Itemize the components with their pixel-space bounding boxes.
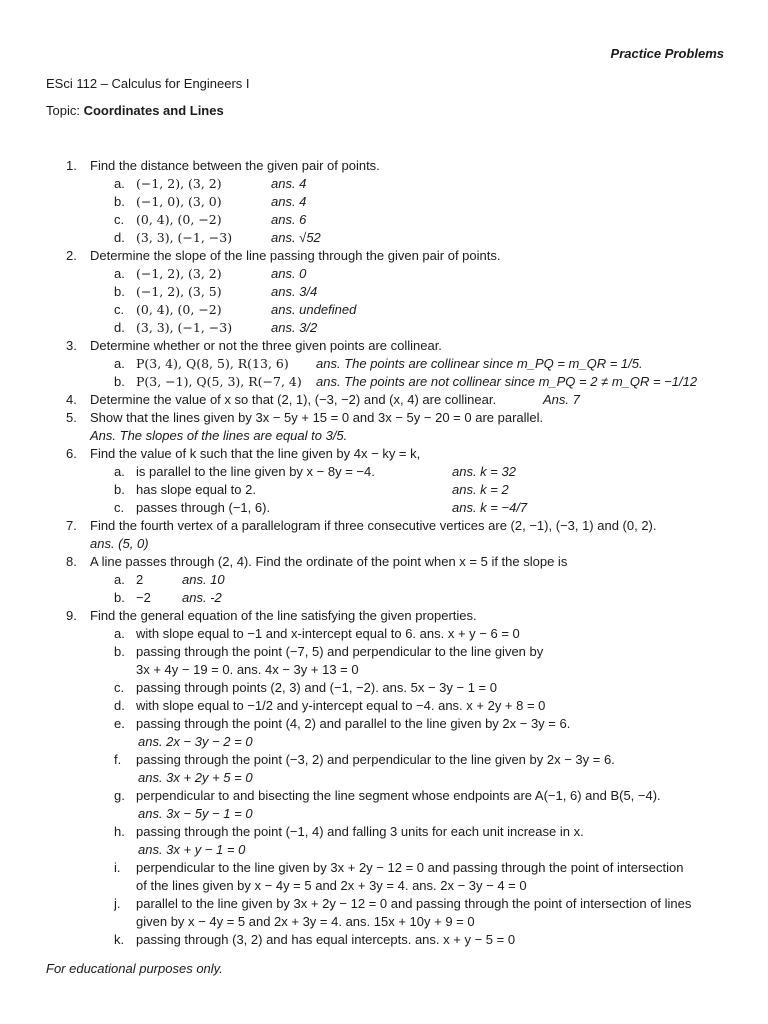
sub-item [46,589,728,607]
sub-item [46,193,728,211]
problem-4 [46,391,728,409]
problem-answer: Ans. 7 [543,392,580,407]
sub-item [46,319,728,337]
sub-text: with slope equal to −1 and x-intercept equal to 6. ans. x + y − 6 = 0 [136,626,520,641]
sub-item [46,265,728,283]
problem-number: 2. [66,248,77,263]
sub-item [46,697,728,715]
sub-answer: ans. 10 [182,572,225,587]
problem-number: 3. [66,338,77,353]
sub-item [46,895,728,913]
sub-letter: i. [114,860,121,875]
sub-question: (3, 3), (−1, −3) [136,230,233,245]
topic-title: Coordinates and Lines [83,103,224,118]
sub-letter: c. [114,680,125,695]
sub-item [46,643,728,661]
sub-item [46,859,728,877]
sub-item [46,355,728,373]
sub-letter: b. [114,374,125,389]
sub-item [46,301,728,319]
sub-letter: b. [114,644,125,659]
sub-text: passing through points (2, 3) and (−1, −2). ans. 5x − 3y − 1 = 0 [136,680,497,695]
sub-question: −2 [136,590,151,605]
sub-answer: ans. undefined [271,302,357,317]
sub-answer: ans. 6 [271,212,307,227]
sub-answer: ans. 3/4 [271,284,318,299]
sub-letter: c. [114,212,125,227]
sub-item [46,823,728,841]
problem-number: 8. [66,554,77,569]
problem-7 [46,517,728,535]
sub-letter: d. [114,230,125,245]
problem-text: Find the fourth vertex of a parallelogram if three consecutive vertices are (2, −1), (−3, 1) and (0, 2). [90,518,657,533]
sub-letter: d. [114,698,125,713]
sub-text: 3x + 4y − 19 = 0. ans. 4x − 3y + 13 = 0 [136,662,359,677]
problem-number: 9. [66,608,77,623]
problem-text: Determine the slope of the line passing through the given pair of points. [90,248,501,263]
problem-answer: Ans. The slopes of the lines are equal to 3/5. [90,428,348,443]
sub-item [46,625,728,643]
sub-answer: ans. k = −4/7 [452,500,528,515]
sub-letter: a. [114,626,125,641]
sub-text: passing through the point (−3, 2) and perpendicular to the line given by 2x − 3y = 6. [136,752,615,767]
sub-text: parallel to the line given by 3x + 2y − 12 = 0 and passing through the point of intersection of lines [136,896,692,911]
problem-3 [46,337,728,355]
sub-question: (−1, 0), (3, 0) [136,194,222,209]
sub-item [46,175,728,193]
problem-number: 5. [66,410,77,425]
problem-6 [46,445,728,463]
sub-item [46,751,728,769]
course-title: ESci 112 – Calculus for Engineers I [46,76,250,91]
sub-text: of the lines given by x − 4y = 5 and 2x + 3y = 4. ans. 2x − 3y − 4 = 0 [136,878,527,893]
sub-answer: ans. √52 [271,230,321,245]
sub-letter: b. [114,284,125,299]
sub-item-cont [46,913,728,931]
header-label: Practice Problems [610,46,724,61]
sub-letter: d. [114,320,125,335]
sub-item-cont [46,769,728,787]
sub-answer: ans. k = 2 [452,482,509,497]
problem-text: Determine whether or not the three given points are collinear. [90,338,442,353]
problem-list [46,157,728,949]
sub-answer: ans. The points are not collinear since m_PQ = 2 ≠ m_QR = −1/12 [316,374,698,389]
sub-text: given by x − 4y = 5 and 2x + 3y = 4. ans. 15x + 10y + 9 = 0 [136,914,475,929]
problem-5 [46,409,728,427]
problem-text: Find the value of k such that the line given by 4x − ky = k, [90,446,421,461]
sub-item [46,211,728,229]
sub-letter: e. [114,716,125,731]
footer-note: For educational purposes only. [46,961,223,976]
sub-answer: ans. 0 [271,266,307,281]
sub-letter: a. [114,572,125,587]
sub-item [46,229,728,247]
sub-answer: ans. 4 [271,194,307,209]
problem-text: Show that the lines given by 3x − 5y + 15 = 0 and 3x − 5y − 20 = 0 are parallel. [90,410,544,425]
problem-8 [46,553,728,571]
sub-answer: ans. 4 [271,176,307,191]
sub-question: has slope equal to 2. [136,482,256,497]
sub-answer: ans. 3x − 5y − 1 = 0 [138,806,253,821]
problem-number: 1. [66,158,77,173]
sub-letter: j. [114,896,121,911]
problem-2 [46,247,728,265]
sub-text: passing through (3, 2) and has equal intercepts. ans. x + y − 5 = 0 [136,932,516,947]
sub-letter: b. [114,482,125,497]
sub-item [46,679,728,697]
sub-letter: f. [114,752,122,767]
sub-letter: c. [114,302,125,317]
sub-item [46,481,728,499]
sub-item-cont [46,733,728,751]
sub-question: (−1, 2), (3, 2) [136,176,222,191]
problem-number: 4. [66,392,77,407]
problem-text: Find the general equation of the line satisfying the given properties. [90,608,477,623]
sub-item [46,499,728,517]
sub-letter: a. [114,176,125,191]
problem-answer: ans. (5, 0) [90,536,149,551]
sub-question: P(3, 4), Q(8, 5), R(13, 6) [136,356,289,371]
sub-letter: b. [114,590,125,605]
sub-letter: a. [114,356,125,371]
sub-item [46,463,728,481]
topic-prefix: Topic: [46,103,84,118]
sub-text: passing through the point (−7, 5) and perpendicular to the line given by [136,644,544,659]
sub-answer: ans. 3x + 2y + 5 = 0 [138,770,253,785]
sub-item [46,373,728,391]
sub-item-cont [46,877,728,895]
problem-text: Find the distance between the given pair of points. [90,158,380,173]
sub-letter: a. [114,464,125,479]
sub-question: (3, 3), (−1, −3) [136,320,233,335]
sub-question: is parallel to the line given by x − 8y = −4. [136,464,375,479]
sub-letter: a. [114,266,125,281]
sub-text: passing through the point (4, 2) and parallel to the line given by 2x − 3y = 6. [136,716,571,731]
problem-1 [46,157,728,175]
topic-line [46,103,224,118]
problem-answer-row [46,427,728,445]
sub-text: passing through the point (−1, 4) and falling 3 units for each unit increase in x. [136,824,584,839]
sub-item-cont [46,841,728,859]
sub-text: perpendicular to the line given by 3x + 2y − 12 = 0 and passing through the point of intersection [136,860,684,875]
sub-question: 2 [136,572,144,587]
sub-answer: ans. -2 [182,590,222,605]
problem-number: 7. [66,518,77,533]
sub-letter: h. [114,824,125,839]
sub-answer: ans. 3x + y − 1 = 0 [138,842,246,857]
problem-text: Determine the value of x so that (2, 1), (−3, −2) and (x, 4) are collinear. [90,392,497,407]
sub-letter: g. [114,788,125,803]
sub-item [46,571,728,589]
sub-text: perpendicular to and bisecting the line segment whose endpoints are A(−1, 6) and B(5, −4). [136,788,661,803]
sub-question: (0, 4), (0, −2) [136,212,222,227]
sub-question: passes through (−1, 6). [136,500,271,515]
sub-question: (−1, 2), (3, 5) [136,284,222,299]
sub-question: (−1, 2), (3, 2) [136,266,222,281]
problem-9 [46,607,728,625]
problem-number: 6. [66,446,77,461]
sub-letter: c. [114,500,125,515]
sub-answer: ans. The points are collinear since m_PQ = m_QR = 1/5. [316,356,643,371]
sub-letter: k. [114,932,125,947]
sub-item [46,931,728,949]
sub-item-cont [46,661,728,679]
sub-letter: b. [114,194,125,209]
problem-answer-row [46,535,728,553]
sub-question: (0, 4), (0, −2) [136,302,222,317]
sub-answer: ans. k = 32 [452,464,516,479]
sub-item-cont [46,805,728,823]
sub-answer: ans. 2x − 3y − 2 = 0 [138,734,253,749]
sub-text: with slope equal to −1/2 and y-intercept equal to −4. ans. x + 2y + 8 = 0 [136,698,546,713]
sub-item [46,283,728,301]
sub-item [46,715,728,733]
sub-item [46,787,728,805]
problem-text: A line passes through (2, 4). Find the ordinate of the point when x = 5 if the slope is [90,554,568,569]
sub-answer: ans. 3/2 [271,320,318,335]
sub-question: P(3, −1), Q(5, 3), R(−7, 4) [136,374,302,389]
